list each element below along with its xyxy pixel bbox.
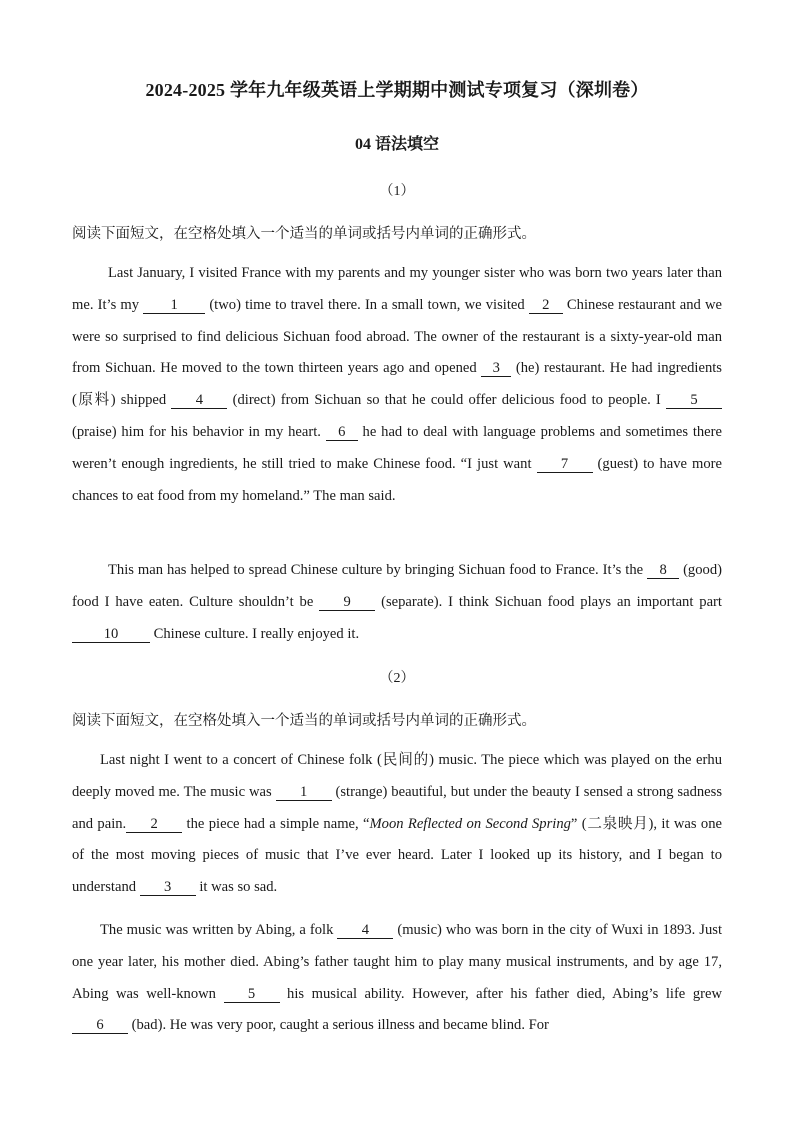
blank-6[interactable]: 6 bbox=[72, 1017, 128, 1034]
text-run: his musical ability. However, after his father died, Abing’s life grew bbox=[279, 985, 722, 1002]
text-run: Chinese culture. I really enjoyed it. bbox=[150, 625, 360, 642]
section-heading: 04 语法填空 bbox=[354, 136, 439, 153]
blank-4[interactable]: 4 bbox=[337, 922, 393, 939]
blank-5[interactable]: 5 bbox=[224, 986, 280, 1003]
text-run: The music was written by Abing, a folk bbox=[100, 922, 338, 938]
blank-1[interactable]: 1 bbox=[276, 784, 332, 801]
text-run: (music) who was born in the city of Wuxi in 1893. Just one year later, his mother died. Abing’s father taught him to play many musical instruments, and by age 17, Abing was well-known bbox=[72, 922, 722, 1002]
text-run: the piece had a simple name, “ bbox=[182, 815, 370, 832]
blank-3[interactable]: 3 bbox=[140, 879, 196, 896]
passage-1-number: （1） bbox=[379, 184, 415, 199]
text-run: (he) restaurant. He had ingredients (原料) shipped bbox=[72, 360, 722, 409]
song-title: Moon Reflected on Second Spring bbox=[369, 815, 571, 832]
text-run: ” (二泉映月), it was one of the most moving pieces of music that I’ve ever heard. Later I looked up its history, and I began to understand bbox=[72, 815, 722, 896]
blank-8[interactable]: 8 bbox=[647, 562, 679, 579]
text-run: Last night I went to a concert of Chinese folk (民间的) music. The piece which was played on the erhu deeply moved me. The music was bbox=[72, 752, 722, 800]
passage-2-paragraph-2 bbox=[72, 915, 722, 1042]
text-run: he had to deal with language problems and sometimes there weren’t enough ingredients, he still tried to make Chinese food. “I just want bbox=[72, 423, 722, 472]
document-title: 2024-2025 学年九年级英语上学期期中测试专项复习（深圳卷） bbox=[145, 80, 649, 100]
text-run: Chinese restaurant and we were so surprised to find delicious Sichuan food abroad. The owner of the restaurant is a sixty-year-old man from Sichuan. He moved to the town thirteen years ago and opened bbox=[72, 296, 722, 377]
text-run: (praise) him for his behavior in my heart. bbox=[72, 423, 326, 440]
passage-2-instruction: 阅读下面短文，在空格处填入一个适当的单词或括号内单词的正确形式。 bbox=[72, 713, 536, 729]
passage-2-paragraph-1 bbox=[72, 745, 722, 904]
passage-1-instruction: 阅读下面短文，在空格处填入一个适当的单词或括号内单词的正确形式。 bbox=[72, 226, 536, 242]
blank-5[interactable]: 5 bbox=[666, 392, 722, 409]
text-run: (good) food I have eaten. Culture shouldn’t be bbox=[72, 562, 722, 610]
text-run: (two) time to travel there. In a small town, we visited bbox=[205, 296, 529, 313]
text-run: (guest) to have more chances to eat food from my homeland.” The man said. bbox=[72, 455, 722, 504]
blank-2[interactable]: 2 bbox=[126, 816, 182, 833]
text-run: (bad). He was very poor, caught a serious illness and became blind. For bbox=[128, 1017, 549, 1034]
text-run: (direct) from Sichuan so that he could offer delicious food to people. I bbox=[227, 392, 666, 409]
passage-1-paragraph-1 bbox=[72, 258, 722, 512]
blank-3[interactable]: 3 bbox=[481, 360, 511, 377]
text-run: This man has helped to spread Chinese culture by bringing Sichuan food to France. It’s the bbox=[108, 562, 648, 578]
blank-4[interactable]: 4 bbox=[171, 392, 227, 409]
passage-1-paragraph-2 bbox=[72, 555, 722, 650]
blank-2[interactable]: 2 bbox=[529, 297, 563, 314]
blank-10[interactable]: 10 bbox=[72, 626, 150, 643]
blank-1[interactable]: 1 bbox=[143, 297, 205, 314]
text-run: (separate). I think Sichuan food plays an important part bbox=[375, 593, 722, 610]
blank-9[interactable]: 9 bbox=[319, 594, 375, 611]
blank-6[interactable]: 6 bbox=[326, 424, 358, 441]
text-run: Last January, I visited France with my parents and my younger sister who was born two years later than me. It’s my bbox=[72, 265, 722, 313]
passage-2-number: （2） bbox=[379, 671, 415, 686]
blank-7[interactable]: 7 bbox=[537, 456, 593, 473]
text-run: it was so sad. bbox=[195, 879, 278, 896]
text-run: (strange) beautiful, but under the beauty I sensed a strong sadness and pain. bbox=[72, 783, 722, 832]
